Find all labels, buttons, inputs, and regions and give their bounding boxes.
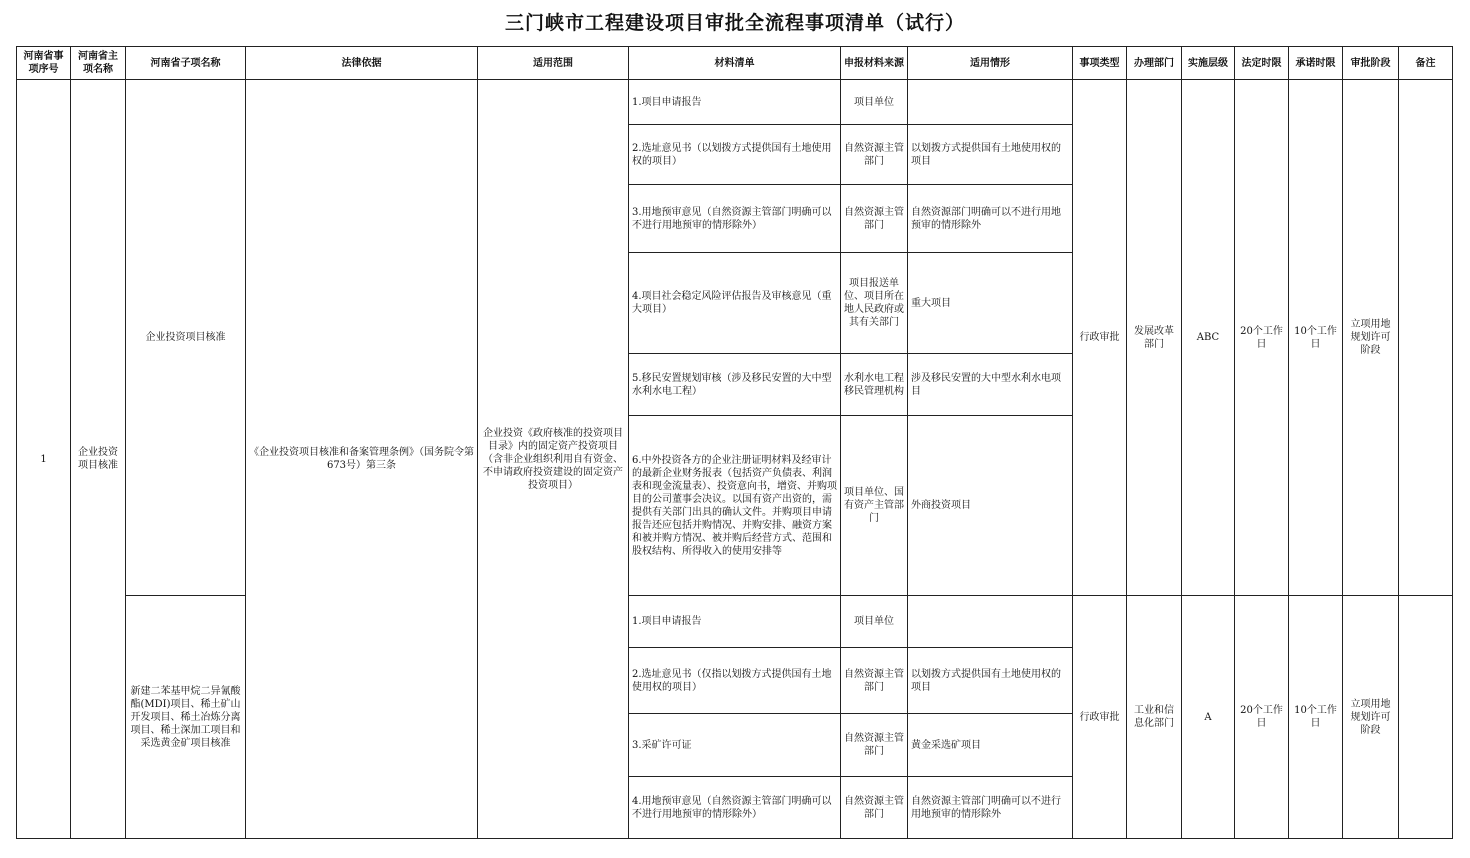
legal-time: 20个工作日: [1235, 596, 1289, 839]
stage: 立项用地规划许可阶段: [1343, 80, 1399, 596]
note: [1399, 596, 1453, 839]
material-situation: 以划拨方式提供国有土地使用权的项目: [908, 125, 1073, 185]
header-cell: 承诺时限: [1289, 47, 1343, 80]
material-source: 自然资源主管部门: [841, 777, 908, 839]
material-item: 3.用地预审意见（自然资源主管部门明确可以不进行用地预审的情形除外）: [629, 185, 841, 253]
stage: 立项用地规划许可阶段: [1343, 596, 1399, 839]
material-source: 自然资源主管部门: [841, 648, 908, 714]
material-situation: 涉及移民安置的大中型水利水电项目: [908, 354, 1073, 416]
header-cell: 适用情形: [908, 47, 1073, 80]
main-item-name: 企业投资项目核准: [71, 80, 126, 839]
header-cell: 河南省主项名称: [71, 47, 126, 80]
material-item: 6.中外投资各方的企业注册证明材料及经审计的最新企业财务报表（包括资产负债表、利润表和现金流量表）、投资意向书，增资、并购项目的公司董事会决议。以国有资产出资的，需提供有关部门出具的确认文件。并购项目申请报告还应包括并购情况、并购安排、融资方案和被并购方情况、被并购后经营方式、范围和股权结构、所得收入的使用安排等: [629, 416, 841, 596]
header-cell: 河南省子项名称: [126, 47, 246, 80]
material-source: 项目单位: [841, 80, 908, 125]
material-situation: 自然资源部门明确可以不进行用地预审的情形除外: [908, 185, 1073, 253]
header-cell: 法定时限: [1235, 47, 1289, 80]
level: A: [1182, 596, 1235, 839]
material-item: 4.项目社会稳定风险评估报告及审核意见（重大项目）: [629, 253, 841, 354]
promise-time: 10个工作日: [1289, 80, 1343, 596]
dept: 工业和信息化部门: [1127, 596, 1182, 839]
legal-time: 20个工作日: [1235, 80, 1289, 596]
material-source: 自然资源主管部门: [841, 185, 908, 253]
header-cell: 法律依据: [246, 47, 478, 80]
header-cell: 审批阶段: [1343, 47, 1399, 80]
promise-time: 10个工作日: [1289, 596, 1343, 839]
material-item: 1.项目申请报告: [629, 80, 841, 125]
header-cell: 实施层级: [1182, 47, 1235, 80]
item-type: 行政审批: [1073, 596, 1127, 839]
material-situation: 自然资源主管部门明确可以不进行用地预审的情形除外: [908, 777, 1073, 839]
note: [1399, 80, 1453, 596]
page-title: 三门峡市工程建设项目审批全流程事项清单（试行）: [504, 12, 965, 34]
material-situation: 重大项目: [908, 253, 1073, 354]
material-source: 项目报送单位、项目所在地人民政府或其有关部门: [841, 253, 908, 354]
sub-item-name: 企业投资项目核准: [126, 80, 246, 596]
material-source: 自然资源主管部门: [841, 125, 908, 185]
header-cell: 备注: [1399, 47, 1453, 80]
item-type: 行政审批: [1073, 80, 1127, 596]
header-cell: 申报材料来源: [841, 47, 908, 80]
material-source: 项目单位、国有资产主管部门: [841, 416, 908, 596]
header-cell: 河南省事项序号: [17, 47, 71, 80]
material-situation: 黄金采选矿项目: [908, 714, 1073, 777]
header-cell: 材料清单: [629, 47, 841, 80]
header-cell: 事项类型: [1073, 47, 1127, 80]
material-item: 1.项目申请报告: [629, 596, 841, 648]
header-cell: 适用范围: [478, 47, 629, 80]
material-item: 2.选址意见书（仅指以划拨方式提供国有土地使用权的项目）: [629, 648, 841, 714]
material-source: 自然资源主管部门: [841, 714, 908, 777]
material-item: 4.用地预审意见（自然资源主管部门明确可以不进行用地预审的情形除外）: [629, 777, 841, 839]
table-row: [17, 80, 1453, 125]
material-item: 2.选址意见书（以划拨方式提供国有土地使用权的项目）: [629, 125, 841, 185]
sub-item-name: 新建二苯基甲烷二异氰酸酯(MDI)项目、稀土矿山开发项目、稀土冶炼分离项目、稀土深加工项目和采选黄金矿项目核准: [126, 596, 246, 839]
material-item: 5.移民安置规划审核（涉及移民安置的大中型水利水电工程）: [629, 354, 841, 416]
approval-table: [16, 46, 1453, 839]
material-situation: 外商投资项目: [908, 416, 1073, 596]
header-cell: 办理部门: [1127, 47, 1182, 80]
table-row: [17, 596, 1453, 648]
dept: 发展改革部门: [1127, 80, 1182, 596]
header-row: [17, 47, 1453, 80]
material-item: 3.采矿许可证: [629, 714, 841, 777]
material-situation: [908, 80, 1073, 125]
material-source: 项目单位: [841, 596, 908, 648]
material-situation: [908, 596, 1073, 648]
material-situation: 以划拨方式提供国有土地使用权的项目: [908, 648, 1073, 714]
legal-basis: 《企业投资项目核准和备案管理条例》（国务院令第673号）第三条: [246, 80, 478, 839]
level: ABC: [1182, 80, 1235, 596]
scope: 企业投资《政府核准的投资项目目录》内的固定资产投资项目（含非企业组织利用自有资金、不申请政府投资建设的固定资产投资项目）: [478, 80, 629, 839]
item-seq: 1: [17, 80, 71, 839]
material-source: 水利水电工程移民管理机构: [841, 354, 908, 416]
